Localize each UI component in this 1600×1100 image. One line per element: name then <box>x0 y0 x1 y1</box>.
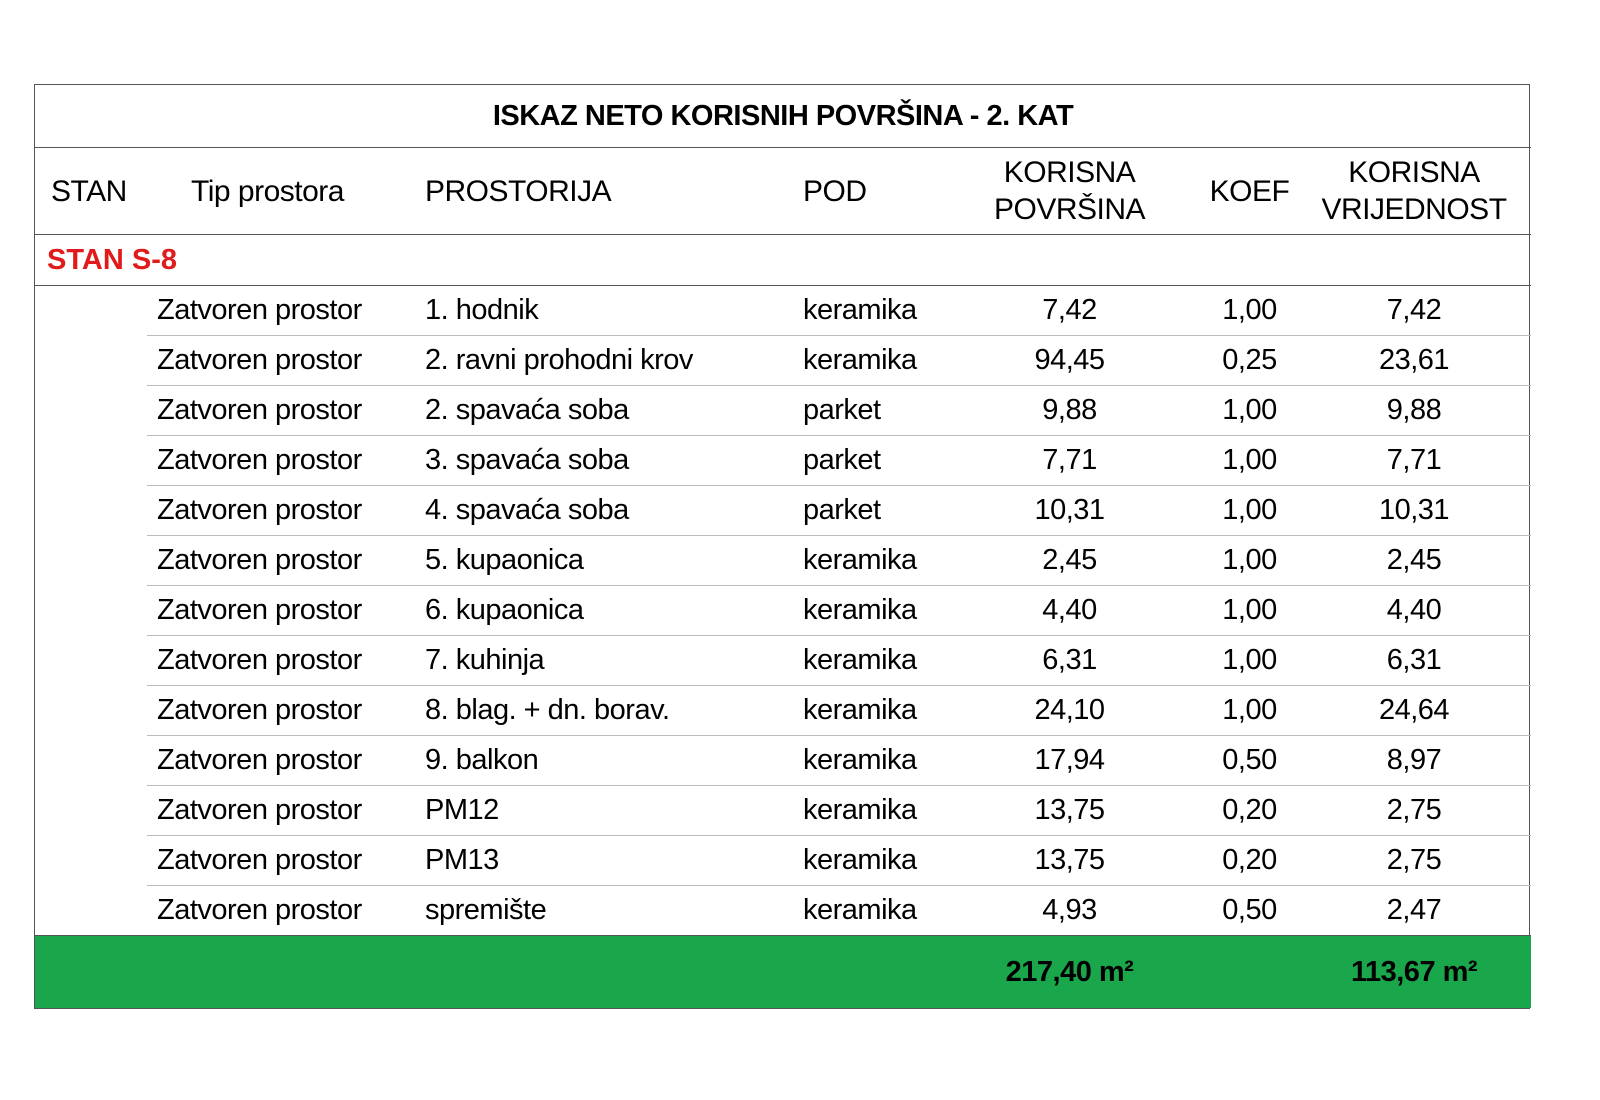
header-prostorija: PROSTORIJA <box>399 148 767 235</box>
cell-prostorija: 1. hodnik <box>399 286 767 336</box>
cell-koef: 0,20 <box>1202 786 1297 836</box>
cell-koef: 1,00 <box>1202 636 1297 686</box>
cell-tip-prostora: Zatvoren prostor <box>147 786 399 836</box>
cell-stan <box>35 636 147 686</box>
table-row <box>35 686 1531 736</box>
cell-korisna-povrsina: 17,94 <box>937 736 1202 786</box>
table-row <box>35 586 1531 636</box>
cell-korisna-vrijednost: 2,45 <box>1297 536 1531 586</box>
cell-pod: keramika <box>767 636 937 686</box>
cell-prostorija: 5. kupaonica <box>399 536 767 586</box>
section-label: STAN S-8 <box>35 235 1531 286</box>
cell-pod: keramika <box>767 836 937 886</box>
cell-stan <box>35 386 147 436</box>
cell-tip-prostora: Zatvoren prostor <box>147 836 399 886</box>
cell-tip-prostora: Zatvoren prostor <box>147 486 399 536</box>
cell-prostorija: PM13 <box>399 836 767 886</box>
cell-korisna-povrsina: 13,75 <box>937 836 1202 886</box>
table-row <box>35 536 1531 586</box>
cell-stan <box>35 586 147 636</box>
cell-korisna-povrsina: 7,42 <box>937 286 1202 336</box>
table-row <box>35 386 1531 436</box>
cell-tip-prostora: Zatvoren prostor <box>147 536 399 586</box>
header-pod: POD <box>767 148 937 235</box>
cell-stan <box>35 836 147 886</box>
table-header-row <box>35 148 1531 235</box>
total-korisna-vrijednost: 113,67 m² <box>1297 936 1531 1009</box>
cell-prostorija: 8. blag. + dn. borav. <box>399 686 767 736</box>
cell-pod: keramika <box>767 336 937 386</box>
header-korisna-povrsina-line1: KORISNA <box>1003 156 1136 189</box>
table-title-row <box>35 85 1531 148</box>
cell-korisna-vrijednost: 8,97 <box>1297 736 1531 786</box>
area-table <box>35 85 1531 1008</box>
table-title: ISKAZ NETO KORISNIH POVRŠINA - 2. KAT <box>35 85 1531 148</box>
cell-stan <box>35 286 147 336</box>
cell-pod: parket <box>767 386 937 436</box>
cell-pod: keramika <box>767 536 937 586</box>
table-row <box>35 436 1531 486</box>
cell-prostorija: 3. spavaća soba <box>399 436 767 486</box>
area-table-container <box>34 84 1530 1009</box>
table-row <box>35 486 1531 536</box>
cell-koef: 1,00 <box>1202 386 1297 436</box>
cell-prostorija: 6. kupaonica <box>399 586 767 636</box>
cell-korisna-povrsina: 2,45 <box>937 536 1202 586</box>
cell-korisna-povrsina: 13,75 <box>937 786 1202 836</box>
cell-tip-prostora: Zatvoren prostor <box>147 436 399 486</box>
cell-koef: 1,00 <box>1202 686 1297 736</box>
cell-stan <box>35 336 147 386</box>
cell-koef: 1,00 <box>1202 586 1297 636</box>
cell-koef: 1,00 <box>1202 436 1297 486</box>
cell-stan <box>35 536 147 586</box>
cell-koef: 1,00 <box>1202 286 1297 336</box>
cell-korisna-vrijednost: 23,61 <box>1297 336 1531 386</box>
cell-korisna-vrijednost: 7,42 <box>1297 286 1531 336</box>
cell-tip-prostora: Zatvoren prostor <box>147 386 399 436</box>
cell-prostorija: 2. ravni prohodni krov <box>399 336 767 386</box>
cell-stan <box>35 436 147 486</box>
cell-korisna-vrijednost: 2,47 <box>1386 894 1442 926</box>
table-row <box>35 636 1531 686</box>
cell-tip-prostora: Zatvoren prostor <box>147 586 399 636</box>
cell-prostorija: 9. balkon <box>399 736 767 786</box>
cell-korisna-vrijednost: 2,75 <box>1297 836 1531 886</box>
header-stan: STAN <box>35 148 147 235</box>
cell-korisna-povrsina: 94,45 <box>937 336 1202 386</box>
cell-korisna-vrijednost: 7,71 <box>1297 436 1531 486</box>
section-row <box>35 235 1531 286</box>
cell-tip-prostora: Zatvoren prostor <box>147 686 399 736</box>
cell-korisna-povrsina: 6,31 <box>937 636 1202 686</box>
cell-tip-prostora: Zatvoren prostor <box>157 894 362 926</box>
cell-tip-prostora: Zatvoren prostor <box>147 336 399 386</box>
cell-korisna-vrijednost: 24,64 <box>1297 686 1531 736</box>
cell-pod: keramika <box>803 894 917 926</box>
cell-prostorija: 4. spavaća soba <box>399 486 767 536</box>
cell-tip-prostora: Zatvoren prostor <box>147 636 399 686</box>
table-row <box>35 886 1531 936</box>
cell-koef: 0,25 <box>1202 336 1297 386</box>
cell-pod: keramika <box>767 286 937 336</box>
cell-koef: 1,00 <box>1202 536 1297 586</box>
cell-stan <box>35 736 147 786</box>
cell-koef: 0,50 <box>1202 736 1297 786</box>
cell-stan <box>35 486 147 536</box>
cell-stan <box>35 786 147 836</box>
cell-stan <box>35 886 147 936</box>
header-tip-prostora: Tip prostora <box>147 148 399 235</box>
cell-korisna-povrsina: 24,10 <box>937 686 1202 736</box>
cell-korisna-povrsina: 9,88 <box>937 386 1202 436</box>
header-korisna-vrijednost-line1: KORISNA <box>1348 156 1480 189</box>
table-row <box>35 336 1531 386</box>
cell-prostorija: 2. spavaća soba <box>399 386 767 436</box>
cell-pod: keramika <box>767 786 937 836</box>
totals-row <box>35 936 1531 1009</box>
cell-pod: keramika <box>767 686 937 736</box>
table-row <box>35 286 1531 336</box>
cell-pod: parket <box>767 486 937 536</box>
cell-pod: keramika <box>767 586 937 636</box>
table-row <box>35 786 1531 836</box>
cell-tip-prostora: Zatvoren prostor <box>147 736 399 786</box>
cell-koef: 0,20 <box>1202 836 1297 886</box>
cell-korisna-vrijednost: 2,75 <box>1297 786 1531 836</box>
total-korisna-povrsina: 217,40 m² <box>937 936 1202 1009</box>
cell-korisna-povrsina: 10,31 <box>937 486 1202 536</box>
cell-prostorija: 7. kuhinja <box>399 636 767 686</box>
cell-korisna-vrijednost: 9,88 <box>1297 386 1531 436</box>
table-row <box>35 736 1531 786</box>
cell-korisna-vrijednost: 4,40 <box>1297 586 1531 636</box>
header-korisna-povrsina <box>937 148 1202 235</box>
cell-prostorija: PM12 <box>399 786 767 836</box>
cell-korisna-vrijednost: 6,31 <box>1297 636 1531 686</box>
table-row <box>35 836 1531 886</box>
header-koef: KOEF <box>1202 148 1297 235</box>
cell-prostorija: spremište <box>425 894 547 926</box>
header-korisna-vrijednost-line2: VRIJEDNOST <box>1321 193 1507 226</box>
header-korisna-vrijednost <box>1297 148 1531 235</box>
cell-tip-prostora: Zatvoren prostor <box>147 286 399 336</box>
cell-koef: 0,50 <box>1222 894 1277 926</box>
cell-korisna-povrsina: 7,71 <box>937 436 1202 486</box>
cell-pod: parket <box>767 436 937 486</box>
cell-korisna-povrsina: 4,93 <box>1042 894 1097 926</box>
cell-stan <box>35 686 147 736</box>
header-korisna-povrsina-line2: POVRŠINA <box>993 193 1146 226</box>
cell-koef: 1,00 <box>1202 486 1297 536</box>
cell-korisna-vrijednost: 10,31 <box>1297 486 1531 536</box>
cell-korisna-povrsina: 4,40 <box>937 586 1202 636</box>
cell-pod: keramika <box>767 736 937 786</box>
